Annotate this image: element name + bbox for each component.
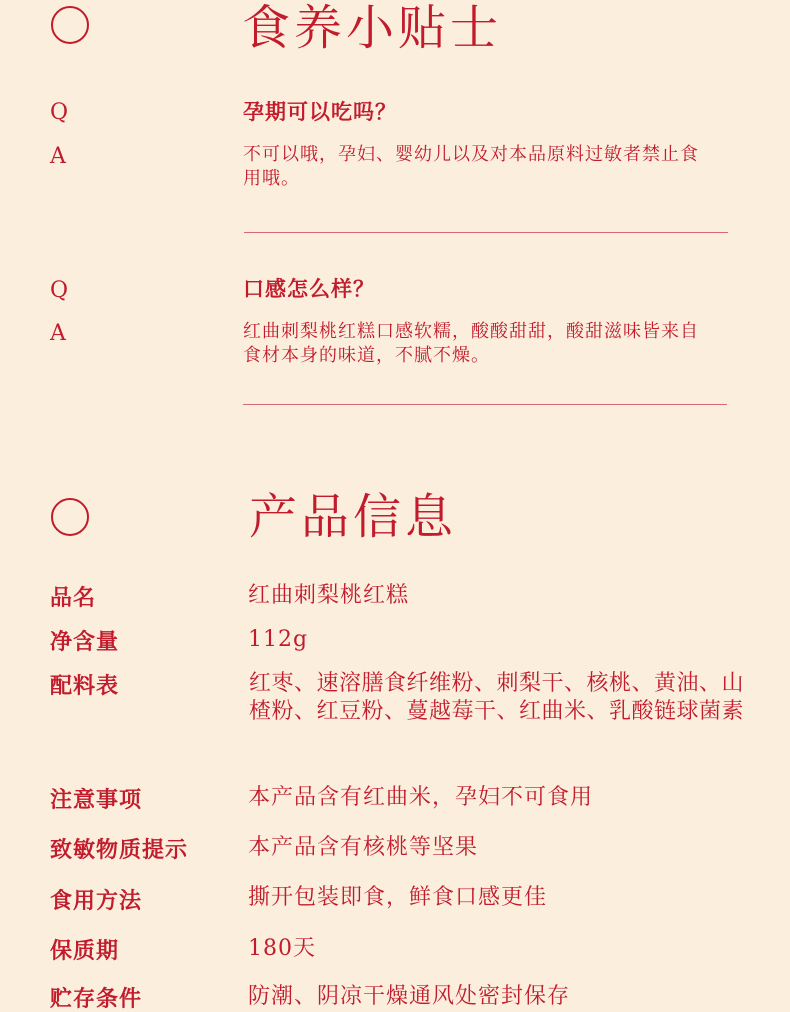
answer-text: 红曲刺梨桃红糕口感软糯，酸酸甜甜，酸甜滋味皆来自食材本身的味道，不腻不燥。: [243, 321, 699, 366]
product-value-ingredients: 红枣、速溶膳食纤维粉、刺梨干、核桃、黄油、山楂粉、红豆粉、蔓越莓干、红曲米、乳酸链球菌素: [249, 671, 745, 724]
tips-title: 食养小贴士: [242, 0, 503, 56]
product-label-shelf-life: 保质期: [50, 938, 120, 964]
product-value-shelf-life: 180天: [248, 936, 316, 961]
answer-text: 不可以哦，孕妇、婴幼儿以及对本品原料过敏者禁止食用哦。: [243, 144, 699, 189]
divider: [243, 404, 727, 405]
product-label-usage: 食用方法: [50, 888, 143, 914]
product-value-allergen: 本产品含有核桃等坚果: [248, 835, 479, 860]
product-value-storage: 防潮、阴凉干燥通风处密封保存: [248, 984, 571, 1009]
product-value-usage: 撕开包装即食，鲜食口感更佳: [248, 885, 548, 910]
question-text: 口感怎么样？: [243, 276, 375, 301]
product-value-net: 112g: [248, 627, 309, 652]
product-title: 产品信息: [249, 489, 458, 545]
answer-marker: A: [50, 144, 66, 169]
product-value-notice: 本产品含有红曲米，孕妇不可食用: [248, 785, 594, 810]
product-label-storage: 贮存条件: [50, 986, 143, 1012]
divider: [244, 232, 728, 233]
product-label-ingredients: 配料表: [50, 673, 120, 699]
question-marker: Q: [50, 100, 69, 125]
product-label-notice: 注意事项: [50, 787, 143, 813]
product-label-name: 品名: [50, 585, 97, 611]
section-circle-icon: [51, 6, 89, 44]
product-label-allergen: 致敏物质提示: [50, 837, 189, 863]
question-text: 孕期可以吃吗？: [243, 99, 397, 124]
product-label-net: 净含量: [50, 629, 120, 655]
answer-marker: A: [50, 321, 66, 346]
section-circle-icon: [51, 498, 89, 536]
question-marker: Q: [50, 278, 69, 303]
product-value-name: 红曲刺梨桃红糕: [248, 583, 410, 608]
